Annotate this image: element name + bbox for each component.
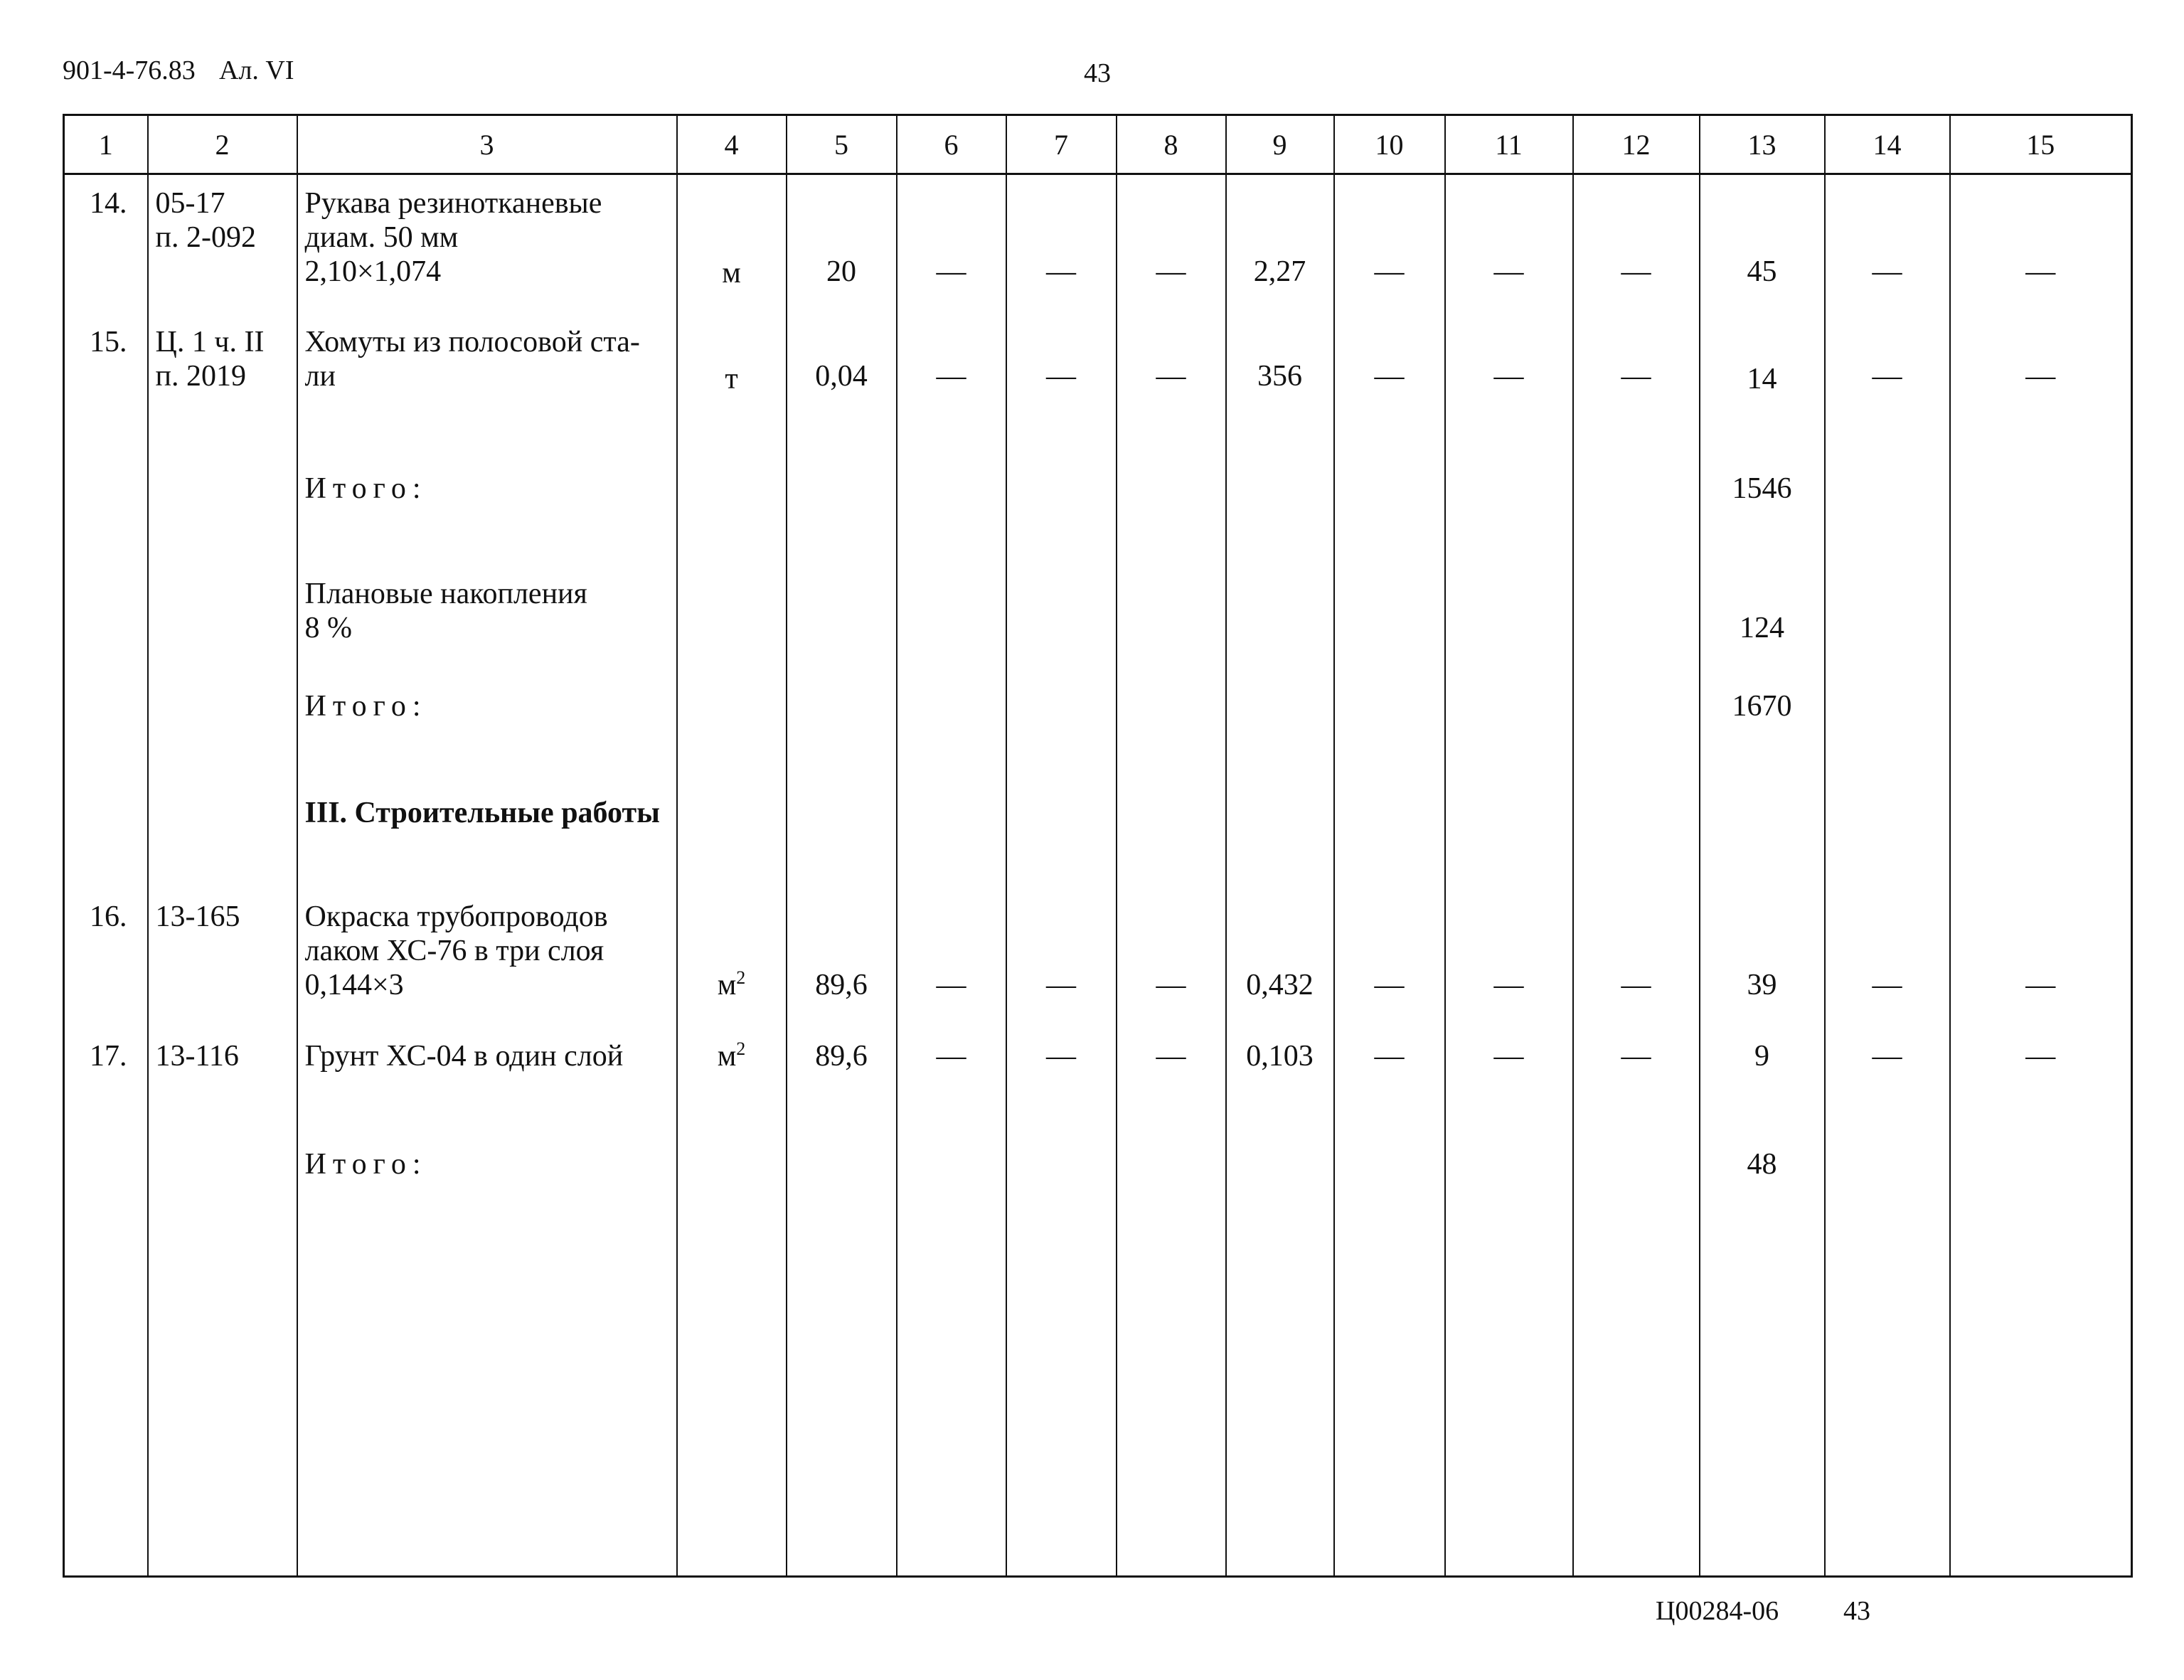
value-cell: — — [897, 1036, 1006, 1144]
value-cell: — — [1006, 1036, 1117, 1144]
column-header: 4 — [677, 115, 787, 174]
value-cell: — — [1334, 897, 1445, 1036]
unit-cell: т — [677, 322, 787, 467]
value-cell: — — [1006, 174, 1117, 322]
column-header: 11 — [1445, 115, 1573, 174]
value-cell: — — [1950, 322, 2132, 467]
table-row — [64, 1036, 2132, 1144]
value-cell: — — [1573, 1036, 1700, 1144]
value-cell: — — [1445, 174, 1573, 322]
column-header: 12 — [1573, 115, 1700, 174]
subtotal-value: 1670 — [1700, 685, 1825, 792]
column-header: 5 — [787, 115, 897, 174]
value-cell: — — [1006, 897, 1117, 1036]
total-cost-cell: 9 — [1700, 1036, 1825, 1144]
column-number-row — [64, 115, 2132, 174]
document-code: 901-4-76.83 — [63, 55, 196, 85]
total-cost-cell: 14 — [1700, 322, 1825, 467]
estimate-table — [63, 114, 2133, 1578]
column-header: 1 — [64, 115, 148, 174]
value-cell: — — [1825, 1036, 1950, 1144]
value-cell: — — [897, 322, 1006, 467]
unit-cell: м — [677, 174, 787, 322]
planned-savings-row — [64, 574, 2132, 685]
column-header: 6 — [897, 115, 1006, 174]
value-cell: — — [1117, 1036, 1226, 1144]
table-row — [64, 322, 2132, 467]
value-cell: — — [1573, 322, 1700, 467]
price-code: 13-165 — [148, 897, 297, 1036]
value-cell: — — [1445, 322, 1573, 467]
unit-price-cell: 356 — [1226, 322, 1334, 467]
column-header: 7 — [1006, 115, 1117, 174]
table-row — [64, 897, 2132, 1036]
quantity-cell: 20 — [787, 174, 897, 322]
value-cell: — — [1117, 897, 1226, 1036]
planned-savings-value: 124 — [1700, 574, 1825, 685]
subtotal-row — [64, 467, 2132, 574]
quantity-cell: 89,6 — [787, 897, 897, 1036]
price-code: 05-17 п. 2-092 — [148, 174, 297, 322]
column-header: 3 — [297, 115, 677, 174]
row-number: 15. — [64, 322, 148, 467]
column-header: 9 — [1226, 115, 1334, 174]
column-header: 14 — [1825, 115, 1950, 174]
total-cost-cell: 39 — [1700, 897, 1825, 1036]
subtotal-row — [64, 1144, 2132, 1577]
footer-code: Ц00284-06 — [1656, 1596, 1779, 1626]
value-cell: — — [1573, 897, 1700, 1036]
item-description: Окраска трубопроводов лаком ХС-76 в три слоя 0,144×3 — [297, 897, 677, 1036]
subtotal-label: Итого: — [297, 1144, 677, 1577]
value-cell: — — [1950, 1036, 2132, 1144]
unit-cell: $м^2$ — [677, 897, 787, 1036]
footer-page-number: 43 — [1843, 1596, 1870, 1626]
column-header: 2 — [148, 115, 297, 174]
total-cost-cell: 45 — [1700, 174, 1825, 322]
column-header: 10 — [1334, 115, 1445, 174]
value-cell: — — [1334, 174, 1445, 322]
value-cell: — — [1950, 174, 2132, 322]
page-number-top: 43 — [1084, 58, 1111, 88]
item-description: Грунт ХС-04 в один слой — [297, 1036, 677, 1144]
subtotal-value: 48 — [1700, 1144, 1825, 1577]
item-description: Рукава резинотканевые диам. 50 мм 2,10×1,074 — [297, 174, 677, 322]
subtotal-label: Итого: — [297, 467, 677, 574]
value-cell: — — [1825, 897, 1950, 1036]
unit-price-cell: 0,432 — [1226, 897, 1334, 1036]
section-heading-row — [64, 792, 2132, 897]
value-cell: — — [1445, 897, 1573, 1036]
subtotal-value: 1546 — [1700, 467, 1825, 574]
row-number: 16. — [64, 897, 148, 1036]
column-header: 15 — [1950, 115, 2132, 174]
column-header: 13 — [1700, 115, 1825, 174]
value-cell: — — [897, 174, 1006, 322]
subtotal-row — [64, 685, 2132, 792]
value-cell: — — [1117, 174, 1226, 322]
sheet-label: Ал. VI — [219, 55, 294, 85]
value-cell: — — [897, 897, 1006, 1036]
row-number: 14. — [64, 174, 148, 322]
value-cell: — — [1117, 322, 1226, 467]
column-header: 8 — [1117, 115, 1226, 174]
planned-savings-label: Плановые накопления 8 % — [297, 574, 677, 685]
unit-cell: $м^2$ — [677, 1036, 787, 1144]
value-cell: — — [1445, 1036, 1573, 1144]
value-cell: — — [1573, 174, 1700, 322]
price-code: 13-116 — [148, 1036, 297, 1144]
quantity-cell: 89,6 — [787, 1036, 897, 1144]
value-cell: — — [1334, 322, 1445, 467]
unit-price-cell: 0,103 — [1226, 1036, 1334, 1144]
subtotal-label: Итого: — [297, 685, 677, 792]
item-description: Хомуты из полосовой ста- ли — [297, 322, 677, 467]
table-row — [64, 174, 2132, 322]
row-number: 17. — [64, 1036, 148, 1144]
value-cell: — — [1825, 174, 1950, 322]
value-cell: — — [1006, 322, 1117, 467]
price-code: Ц. 1 ч. II п. 2019 — [148, 322, 297, 467]
value-cell: — — [1334, 1036, 1445, 1144]
value-cell: — — [1825, 322, 1950, 467]
section-heading: III. Строительные работы — [297, 792, 677, 897]
unit-price-cell: 2,27 — [1226, 174, 1334, 322]
quantity-cell: 0,04 — [787, 322, 897, 467]
value-cell: — — [1950, 897, 2132, 1036]
